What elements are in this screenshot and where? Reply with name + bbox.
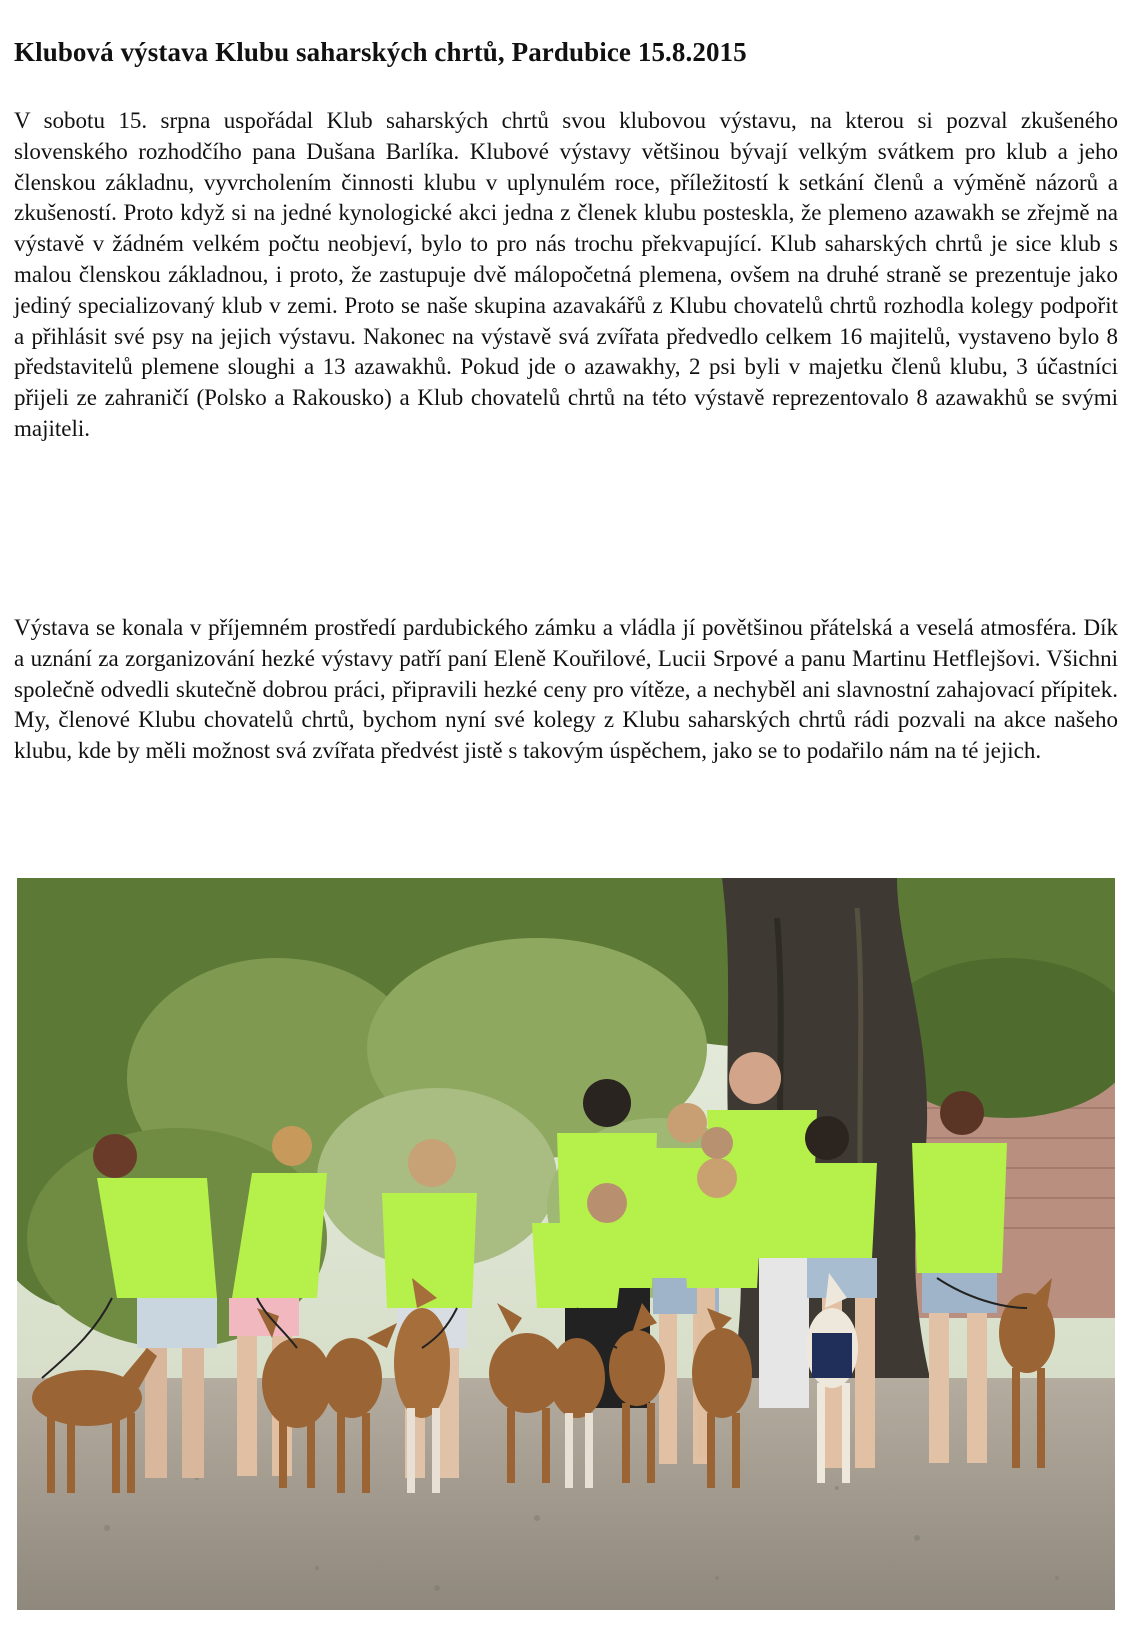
- group-photo-illustration: [17, 878, 1115, 1610]
- article-paragraph-1: V sobotu 15. srpna uspořádal Klub saharských chrtů svou klubovou výstavu, na kterou si pozval zkušeného slovenského rozhodčího pana Dušana Barlíka. Klubové výstavy většinou bývají velkým svátkem pro klub a jeho členskou základnu, vyvrcholením činnosti klubu v uplynulém roce, příležitostí k setkání členů a výměně názorů a zkušeností. Proto když si na jedné kynologické akci jedna z členek klubu posteskla, že plemeno azawakh se zřejmě na výstavě v žádném velkém počtu neobjeví, bylo to pro nás trochu překvapující. Klub saharských chrtů je sice klub s malou členskou základnou, i proto, že zastupuje dvě málopočetná plemena, ovšem na druhé straně se prezentuje jako jediný specializovaný klub v zemi. Proto se naše skupina azavakářů z Klubu chovatelů chrtů rozhodla kolegy podpořit a přihlásit své psy na jejich výstavu. Nakonec na výstavě svá zvířata předvedlo celkem 16 majitelů, vystaveno bylo 8 představitelů plemene sloughi a 13 azawakhů. Pokud jde o azawakhy, 2 psi byli v majetku členů klubu, 3 účastníci přijeli ze zahraničí (Polsko a Rakousko) a Klub chovatelů chrtů na této výstavě reprezentovalo 8 azawakhů se svými majiteli.: [14, 108, 1118, 441]
- article-paragraph-2: Výstava se konala v příjemném prostředí pardubického zámku a vládla jí povětšinou přátelská a veselá atmosféra. Dík a uznání za zorganizování hezké výstavy patří paní Eleně Kouřilové, Lucii Srpové a panu Martinu Hetflejšovi. Všichni společně odvedli skutečně dobrou práci, připravili hezké ceny pro vítěze, a nechyběl ani slavnostní zahajovací přípitek. My, členové Klubu chovatelů chrtů, bychom nyní své kolegy z Klubu saharských chrtů rádi pozvali na akce našeho klubu, kde by měli možnost svá zvířata předvést jistě s takovým úspěchem, jako se to podařilo nám na té jejich.: [14, 615, 1118, 764]
- person-11: [701, 1127, 733, 1159]
- article-title: Klubová výstava Klubu saharských chrtů, Pardubice 15.8.2015: [14, 37, 747, 67]
- group-photo: [17, 878, 1115, 1610]
